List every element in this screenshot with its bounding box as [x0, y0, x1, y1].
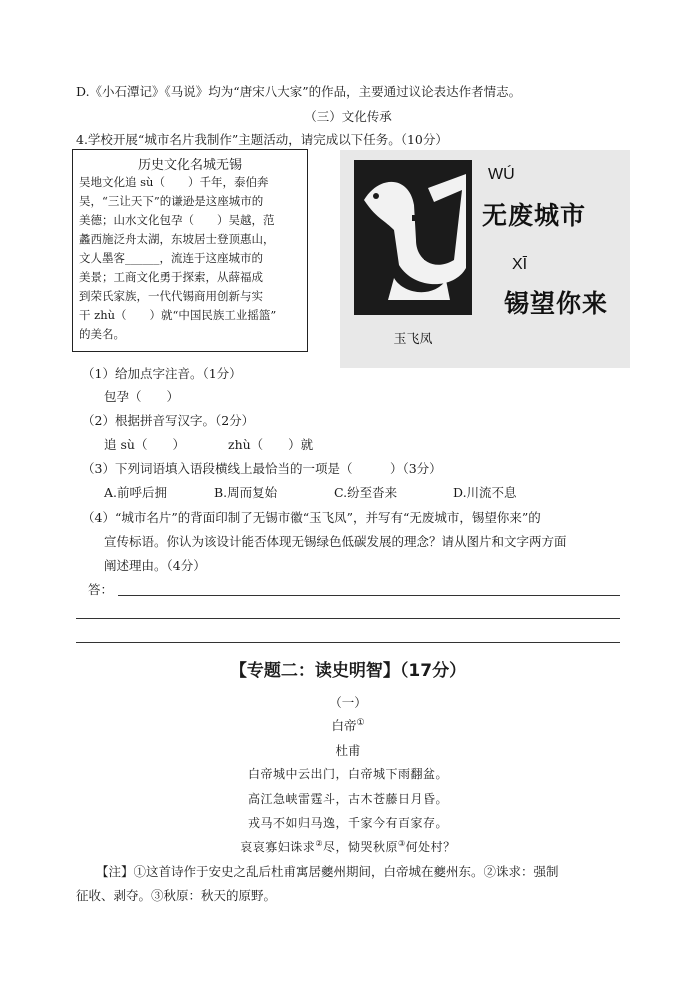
option-d-choice: D.川流不息: [453, 485, 517, 500]
poem-line-part: 哀哀寡妇诛求: [240, 840, 316, 854]
option-d: D.《小石潭记》《马说》均为“唐宋八大家”的作品，主要通过议论表达作者情志。: [76, 84, 522, 99]
option-a: A.前呼后拥: [104, 485, 168, 500]
answer-label: 答：: [88, 582, 114, 597]
poem-line-part: 何处村？: [405, 840, 456, 854]
topic-2-title: 【专题二：读史明智】（17分）: [229, 661, 467, 681]
poem-line-part: 尽，恸哭秋原: [322, 840, 398, 854]
question-4-intro: 4.学校开展“城市名片我制作”主题活动，请完成以下任务。（10分）: [76, 132, 448, 147]
poem-line: [0, 838, 696, 855]
slogan-line-1: 无废城市: [482, 202, 587, 230]
answer-line[interactable]: [118, 595, 620, 596]
pinyin-wu: WÚ: [488, 166, 515, 183]
question-4-1: （1）给加点字注音。（1分）: [82, 366, 242, 381]
poem-line: 戎马不如归马逸，千家今有百家存。: [247, 816, 448, 830]
question-4-2-item-a: 追 sù（ ）: [104, 437, 185, 452]
box-line: 到荣氏家族，一代代锡商用创新与实: [79, 289, 263, 303]
question-4-2-item-b: zhù（ ）就: [228, 437, 314, 452]
box-line: 美景；工商文化勇于探索，从薛福成: [79, 270, 263, 284]
pinyin-xi: XĪ: [512, 256, 528, 273]
option-b: B.周而复始: [214, 485, 278, 500]
answer-line[interactable]: [76, 642, 620, 643]
note-line-2: 征收、剥夺。③秋原：秋天的原野。: [76, 888, 277, 903]
question-4-4-line-2: 宣传标语。你认为该设计能否体现无锡绿色低碳发展的理念？请从图片和文字两方面: [104, 534, 567, 549]
box-line: 美德；山水文化包孕（ ）吴越，范: [79, 213, 275, 227]
slogan-line-2: 锡望你来: [504, 290, 609, 318]
part-1-label: （一）: [329, 695, 367, 710]
footnote-marker: ①: [356, 717, 365, 728]
box-line: 的美名。: [79, 327, 125, 341]
box-line: 蠡西施泛舟太湖，东坡居士登顶惠山，: [79, 232, 275, 246]
box-title: 历史文化名城无锡: [137, 157, 242, 172]
question-4-4-line-1: （4）“城市名片”的背面印制了无锡市徽“玉飞凤”，并写有“无废城市，锡望你来”的: [82, 510, 541, 525]
option-c: C.纷至沓来: [334, 485, 398, 500]
emblem-caption: 玉飞凤: [393, 331, 433, 346]
footnote-marker: ②: [315, 839, 323, 848]
box-line: 干 zhù（ ）就“中国民族工业摇篮”: [79, 308, 277, 322]
poem-line: 白帝城中云出门，白帝城下雨翻盆。: [247, 767, 448, 781]
footnote-marker: ③: [398, 839, 406, 848]
question-4-1-item: 包孕（ ）: [104, 389, 180, 404]
poem-title-text: 白帝: [331, 718, 357, 733]
question-4-2: （2）根据拼音写汉字。（2分）: [82, 413, 255, 428]
culture-text-box: [72, 149, 308, 352]
question-4-3: （3）下列词语填入语段横线上最恰当的一项是（ ）（3分）: [82, 461, 442, 476]
poem-title: [0, 716, 696, 734]
poem-line: 高江急峡雷霆斗，古木苍藤日月昏。: [247, 792, 448, 806]
jade-phoenix-emblem-icon: [354, 160, 472, 315]
box-line: 文人墨客______，流连于这座城市的: [79, 251, 263, 265]
answer-line[interactable]: [76, 618, 620, 619]
box-line: 吴，“三让天下”的谦逊是这座城市的: [79, 194, 264, 208]
city-card-image: [340, 150, 630, 368]
section-title: （三）文化传承: [304, 109, 392, 124]
question-4-4-line-3: 阐述理由。（4分）: [104, 558, 206, 573]
box-line: 吴地文化追 sù（ ）千年，泰伯奔: [79, 175, 269, 189]
poem-author: 杜甫: [335, 743, 361, 758]
note-line-1: 【注】①这首诗作于安史之乱后杜甫寓居夔州期间，白帝城在夔州东。②诛求：强制: [96, 864, 559, 879]
